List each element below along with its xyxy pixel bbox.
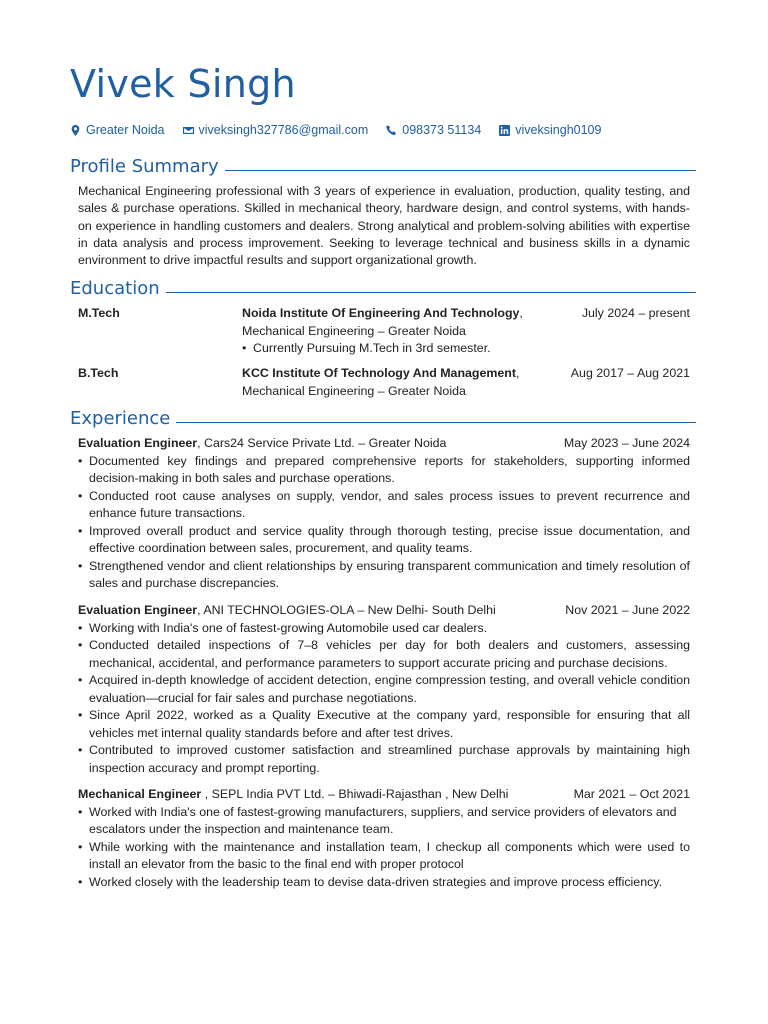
institution-line: Noida Institute Of Engineering And Technology, xyxy=(242,306,523,320)
list-item: • Working with India's one of fastest-growing Automobile used car dealers. xyxy=(78,620,488,635)
education-date: July 2024 – present xyxy=(581,306,690,320)
list-item: • Contributed to improved customer satisfaction and streamlined purchase approvals by maintaining high inspection accuracy and prompt reporting. xyxy=(78,743,690,775)
job-bullets xyxy=(78,804,690,892)
section-divider xyxy=(225,170,696,171)
education-detail: Mechanical Engineering – Greater Noida xyxy=(242,383,466,398)
contact-email[interactable] xyxy=(183,123,369,137)
list-item: • Conducted root cause analyses on supply, vendor, and sales process issues to prevent recurrence and enhance future transactions. xyxy=(78,488,690,520)
job-header xyxy=(78,435,690,453)
contact-phone[interactable] xyxy=(386,123,481,137)
job-date: Nov 2021 – June 2022 xyxy=(565,603,690,617)
institution-name: Noida Institute Of Engineering And Technology xyxy=(242,306,520,320)
list-item: • Worked closely with the leadership team to devise data-driven strategies and improve process efficiency. xyxy=(78,874,663,889)
location-text: Greater Noida xyxy=(86,123,165,137)
job-title: Evaluation Engineer xyxy=(78,603,198,617)
education-date: Aug 2017 – Aug 2021 xyxy=(570,366,690,380)
linkedin-link[interactable]: viveksingh0109 xyxy=(515,123,602,137)
phone-text[interactable]: 098373 51134 xyxy=(402,123,482,137)
education-heading: Education xyxy=(70,278,160,299)
degree-label: B.Tech xyxy=(78,366,119,380)
education-entry-mtech xyxy=(78,305,690,360)
contact-linkedin[interactable] xyxy=(499,123,601,137)
list-item: • Strengthened vendor and client relationships by ensuring transparent communication and timely resolution of sales and purchase discrepancies. xyxy=(78,558,690,590)
job-entry-cars24 xyxy=(78,435,690,593)
degree-label: M.Tech xyxy=(78,306,120,320)
education-note: • Currently Pursuing M.Tech in 3rd semester. xyxy=(242,341,491,355)
education-detail: Mechanical Engineering – Greater Noida xyxy=(242,323,466,338)
job-bullets xyxy=(78,620,690,778)
education-details xyxy=(242,365,542,400)
education-entry-btech xyxy=(78,365,690,403)
institution-line: KCC Institute Of Technology And Management, xyxy=(242,366,520,380)
job-entry-sepl xyxy=(78,786,690,891)
job-header xyxy=(78,786,690,804)
institution-name: KCC Institute Of Technology And Management xyxy=(242,366,516,380)
list-item: • Since April 2022, worked as a Quality Executive at the company yard, responsible for ensuring that all vehicles met internal quality standards before and after test drives. xyxy=(78,708,690,740)
education-details xyxy=(242,305,542,358)
profile-section-header xyxy=(70,156,696,177)
section-divider xyxy=(176,422,696,423)
job-company: , Cars24 Service Private Ltd. – Greater Noida xyxy=(197,436,447,450)
job-title: Mechanical Engineer xyxy=(78,787,202,801)
candidate-name: Vivek Singh xyxy=(70,62,296,106)
list-item: • While working with the maintenance and installation team, I checkup all components which were used to install an elevator from the basic to the final end with proper protocol xyxy=(78,839,690,871)
education-section-header xyxy=(70,278,696,299)
profile-heading: Profile Summary xyxy=(70,156,219,177)
list-item: • Conducted detailed inspections of 7–8 vehicles per day for both dealers and customers, assessing mechanical, accidental, and performance parameters to support accurate pricing and purchase decisions. xyxy=(78,638,690,670)
envelope-icon xyxy=(183,125,194,136)
job-company: , ANI TECHNOLOGIES-OLA – New Delhi- South Delhi xyxy=(197,603,496,617)
job-header xyxy=(78,602,690,620)
section-divider xyxy=(166,292,696,293)
job-company: , SEPL India PVT Ltd. – Bhiwadi-Rajasthan , New Delhi xyxy=(201,787,509,801)
experience-section-header xyxy=(70,408,696,429)
email-link[interactable]: viveksingh327786@gmail.com xyxy=(198,123,369,137)
list-item: • Acquired in-depth knowledge of accident detection, engine compression testing, and overall vehicle condition evaluation—crucial for fair sales and purchase negotiations. xyxy=(78,673,690,705)
job-bullets xyxy=(78,453,690,593)
job-date: May 2023 – June 2024 xyxy=(563,436,690,450)
experience-heading: Experience xyxy=(70,408,171,429)
profile-summary-text: Mechanical Engineering professional with 3 years of experience in evaluation, production, quality testing, and sales & purchase operations. Skilled in mechanical theory, hardware design, and control systems, with hands-on experience in handling customers and dealers. Strong analytical and problem-solving abilities with expertise in data analysis and process improvement. Seeking to leverage technical and business skills in a dynamic environment to drive impactful results and support organizational growth. xyxy=(78,184,690,268)
list-item: • Documented key findings and prepared comprehensive reports for stakeholders, supporting informed decision-making in both sales and purchase operations. xyxy=(78,453,690,485)
map-pin-icon xyxy=(70,125,81,136)
contact-bar xyxy=(70,123,601,137)
job-date: Mar 2021 – Oct 2021 xyxy=(573,787,690,801)
phone-icon xyxy=(386,125,397,136)
list-item: • Improved overall product and service quality through thorough testing, precise issue documentation, and effective coordination between sales, procurement, and quality teams. xyxy=(78,523,690,555)
job-entry-ola xyxy=(78,602,690,777)
list-item: • Worked with India's one of fastest-growing manufacturers, suppliers, and service providers of elevators and escalators under the inspection and maintenance team. xyxy=(78,804,677,836)
job-title: Evaluation Engineer xyxy=(78,436,198,450)
contact-location xyxy=(70,123,165,137)
linkedin-icon xyxy=(499,125,510,136)
